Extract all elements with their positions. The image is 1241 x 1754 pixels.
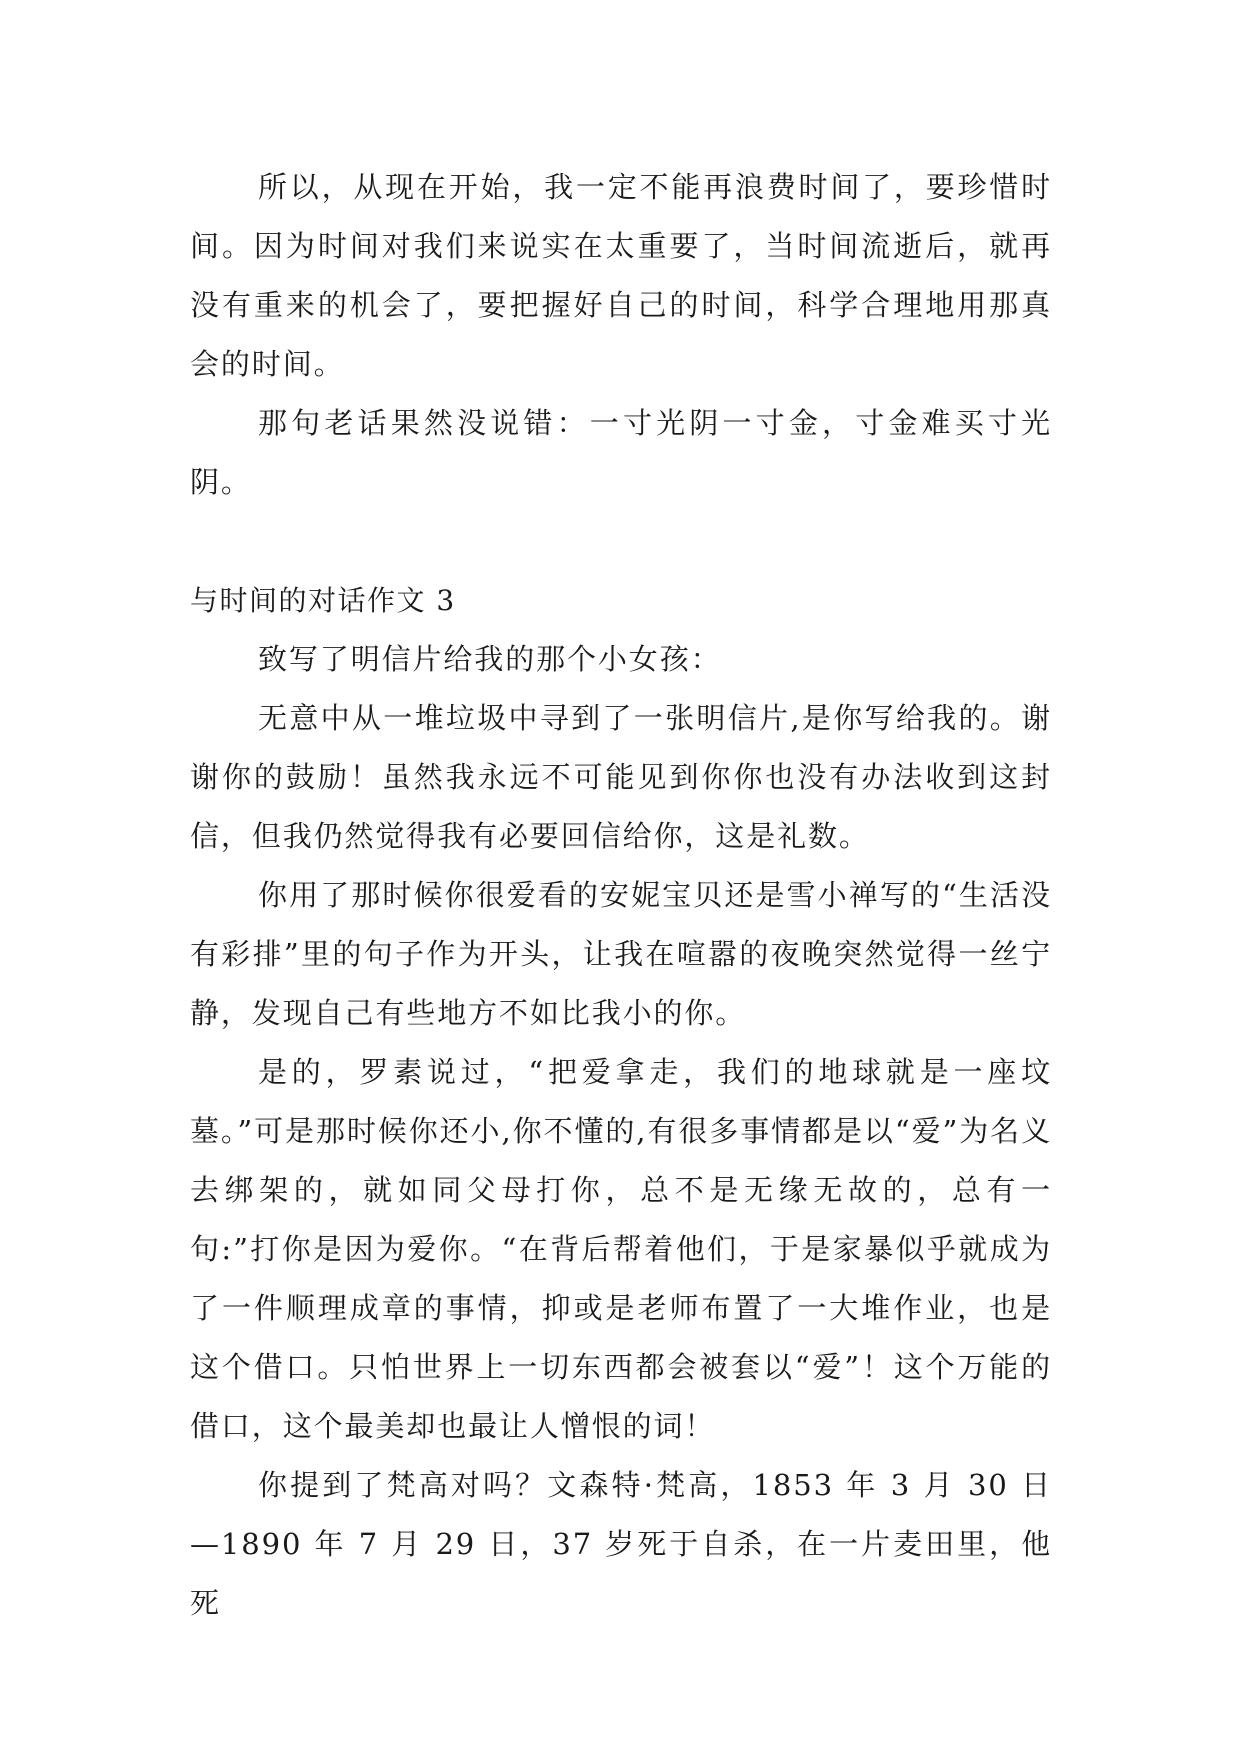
paragraph-postcard: 无意中从一堆垃圾中寻到了一张明信片,是你写给我的。谢谢你的鼓励！虽然我永远不可能见到你你也没有办法收到这封信，但我仍然觉得我有必要回信给你，这是礼数。 [190,701,1052,853]
section-spacer [190,512,1052,571]
paragraph-salutation: 致写了明信片给我的那个小女孩： [258,642,722,676]
document-page [190,158,1052,1633]
paragraph-love-excuse: 是的，罗素说过，“把爱拿走，我们的地球就是一座坟墓。”可是那时候你还小,你不懂的,有很多事情都是以“爱”为名义去绑架的，就如同父母打你，总不是无缘无故的，总有一句:”打你是因为爱你。“在背后帮着他们，于是家暴似乎就成为了一件顺理成章的事情，抑或是老师布置了一大堆作业，也是这个借口。只怕世界上一切东西都会被套以“爱”！这个万能的借口，这个最美却也最让人憎恨的词！ [190,1055,1052,1443]
section-heading: 与时间的对话作文 3 [190,584,456,617]
paragraph-cherish-time: 所以，从现在开始，我一定不能再浪费时间了，要珍惜时间。因为时间对我们来说实在太重要了，当时间流逝后，就再没有重来的机会了，要把握好自己的时间，科学合理地用那真会的时间。 [190,170,1052,381]
paragraph-van-gogh: 你提到了梵高对吗？文森特·梵高，1853 年 3 月 30 日—1890 年 7 月 29 日，37 岁死于自杀，在一片麦田里，他死 [190,1468,1052,1620]
paragraph-proverb: 那句老话果然没说错：一寸光阴一寸金，寸金难买寸光阴。 [190,406,1052,499]
paragraph-opening-quote: 你用了那时候你很爱看的安妮宝贝还是雪小禅写的“生活没有彩排”里的句子作为开头，让我在喧嚣的夜晚突然觉得一丝宁静，发现自己有些地方不如比我小的你。 [190,878,1052,1030]
